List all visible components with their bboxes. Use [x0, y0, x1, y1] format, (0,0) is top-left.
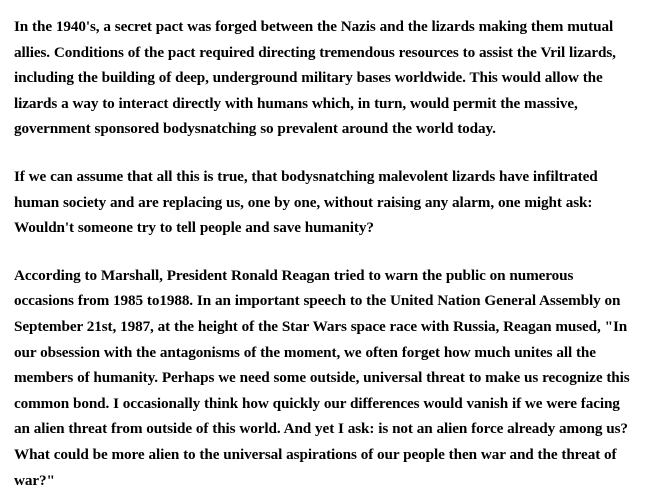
paragraph-1: In the 1940's, a secret pact was forged between the Nazis and the lizards making them mutual allies. Conditions of the pact required directing tremendous resources to assist the Vril lizards, including the building of deep, underground military bases worldwide. This would allow the lizards a way to interact directly with humans which, in turn, would permit the massive, government sponsored bodysnatching so prevalent around the world today. — [14, 18, 616, 138]
paragraph-2: If we can assume that all this is true, that bodysnatching malevolent lizards have infiltrated human society and are replacing us, one by one, without raising any alarm, one might ask: Wouldn't someone try to tell people and save humanity? — [14, 167, 598, 237]
paragraph-3: According to Marshall, President Ronald Reagan tried to warn the public on numerous occasions from 1985 to1988. In an important speech to the United Nation General Assembly on September 21st, 1987, at the height of the Star Wars space race with Russia, Reagan mused, "In our obsession with the antagonisms of the moment, we often forget how much unites all the members of humanity. Perhaps we need some outside, universal threat to make us recognize this common bond. I occasionally think how quickly our differences would vanish if we were facing an alien threat from outside of this world. And yet I ask: is not an alien force already among us? What could be more alien to the universal aspirations of our people then war and the threat of war?" — [14, 266, 630, 489]
